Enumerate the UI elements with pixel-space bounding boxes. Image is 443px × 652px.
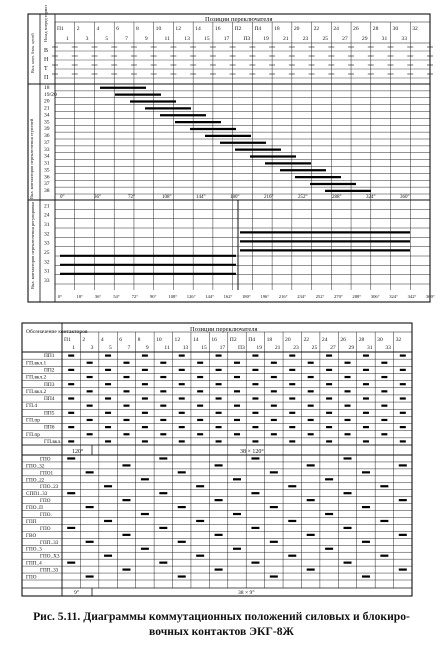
angle-label-a: 180°: [230, 195, 240, 200]
angle-right: 38 × 120°: [240, 449, 264, 455]
reg-row-label: 33: [44, 278, 50, 284]
position-label-bottom: 9: [145, 345, 149, 351]
angle-label-b: 270°: [334, 294, 343, 299]
reg-row-label: 33: [44, 240, 50, 247]
position-label-top: 6: [119, 337, 123, 343]
position-label-top: 26: [340, 337, 346, 343]
position-label-bottom: 27: [342, 36, 348, 42]
contact-row-label: ГПО..23: [40, 484, 59, 491]
position-label-bottom: 11: [164, 36, 170, 42]
position-label-bottom: 5: [105, 36, 109, 42]
position-label-bottom: 11: [164, 345, 170, 351]
position-label-top: 30: [377, 337, 383, 343]
contact-row-label: ПП6: [44, 424, 55, 431]
position-label-top: 32: [395, 337, 402, 343]
figure-caption-line1: Рис. 5.11. Диаграммы коммутационных положений силовых и блокиро-: [33, 610, 410, 623]
angle-label-b: 288°: [352, 294, 362, 299]
diagram-interlock-contacts: [22, 323, 412, 596]
angle-label-b: 216°: [278, 294, 288, 299]
position-label-top: 14: [192, 337, 199, 343]
angle-label-b: 36°: [94, 294, 102, 299]
position-label-bottom: 13: [184, 36, 190, 42]
position-label-top: П1: [57, 26, 64, 32]
angle-label-b: 90°: [150, 294, 157, 299]
direction-mark: Т: [44, 66, 48, 72]
angle-label-b: 162°: [223, 294, 233, 299]
angle-label-b: 360°: [426, 294, 435, 299]
angle-label-b: 324°: [389, 294, 398, 299]
angle-label-b: 144°: [205, 294, 214, 299]
step-row-label: 31: [44, 160, 50, 167]
angle-label-b: 196°: [260, 294, 270, 299]
position-label-bottom: 21: [274, 345, 281, 351]
position-label-bottom: 29: [361, 36, 368, 42]
contact-row-label: ГПП: [26, 518, 37, 525]
contact-row-label: ГПО1: [40, 470, 54, 477]
position-label-bottom: 13: [182, 345, 189, 351]
section-a-label: Вкл. контакторов переключения ступеней: [29, 118, 34, 199]
direction-mark: В: [44, 48, 49, 54]
contact-row-label: ГПП..4: [26, 560, 42, 567]
position-label-top: 6: [116, 26, 120, 32]
position-label-top: П2: [229, 337, 237, 343]
contact-row-label: ГП.вкл.: [44, 439, 62, 445]
header-col2: Назад вперед тормоз: [43, 4, 48, 42]
angle-label-a: 360°: [400, 195, 410, 200]
angle-label-a: 72°: [128, 195, 135, 200]
position-label-bottom: 7: [125, 36, 128, 42]
header-title: Позиции переключателя: [190, 326, 258, 333]
position-label-bottom: 19: [263, 36, 269, 42]
contact-row-label: СПП1..33: [26, 491, 48, 498]
angle-label-a: 36°: [94, 195, 101, 200]
position-label-top: 18: [266, 337, 273, 343]
position-label-bottom: 17: [219, 345, 226, 351]
contact-row-label: ГПО..3: [26, 546, 42, 553]
step-row-label: 35: [44, 167, 50, 174]
contact-row-label: ГПП..33: [40, 567, 59, 574]
angle-label-a: 288°: [332, 195, 342, 200]
position-label-bottom: 31: [381, 36, 388, 42]
angle-label-a: 324°: [366, 195, 376, 200]
position-label-bottom: 25: [322, 36, 329, 42]
figure-caption-line2: вочных контактов ЭКГ-8Ж: [149, 625, 294, 638]
step-row-label: 38: [44, 188, 50, 194]
position-label-bottom: 5: [109, 345, 112, 351]
angle-label-a: 108°: [162, 195, 172, 200]
step-row-label: 36: [44, 133, 50, 139]
position-label-top: 24: [321, 337, 328, 343]
position-label-bottom: 27: [330, 345, 336, 351]
angle-label-a: 252°: [298, 195, 308, 200]
contact-row-label: ГП.пр: [26, 417, 40, 424]
position-label-bottom: 33: [385, 345, 391, 351]
contact-row-label: ГП.пр: [26, 431, 40, 438]
direction-mark: Н: [44, 57, 49, 63]
angle-label-b: 126°: [186, 294, 196, 299]
reg-row-label: 32: [44, 231, 50, 238]
contact-row-label: ПП1: [44, 353, 55, 360]
position-label-bottom: 23: [293, 345, 299, 351]
step-row-label: 36: [44, 174, 50, 181]
position-label-bottom: 3: [90, 345, 94, 351]
step-row-label: 39: [44, 126, 50, 133]
angle-label-b: 234°: [297, 294, 306, 299]
position-label-bottom: 19: [256, 345, 263, 351]
step-row-label: 34: [44, 112, 50, 119]
position-label-top: 24: [333, 26, 339, 32]
contact-row-label: ПП2: [44, 367, 55, 374]
position-label-top: 16: [211, 337, 217, 343]
position-label-top: П1: [64, 337, 71, 343]
angle-label-b: 0°: [58, 294, 63, 299]
position-label-bottom: П3: [238, 345, 245, 351]
position-label-top: П4: [254, 26, 262, 32]
diagram1-frame: [28, 14, 430, 302]
contact-row-label: ГПО..32: [26, 463, 45, 470]
step-row-label: 20: [44, 98, 50, 105]
position-label-top: 30: [392, 26, 399, 32]
position-label-top: 12: [174, 337, 181, 343]
position-label-top: 8: [135, 26, 139, 32]
step-row-label: 34: [44, 153, 50, 160]
position-label-top: 22: [303, 337, 310, 343]
position-label-top: 20: [285, 337, 291, 343]
position-label-bottom: 33: [401, 36, 407, 42]
contact-row-label: ГПО: [40, 456, 51, 463]
header-title: Позиции переключателя: [205, 16, 273, 23]
contact-row-label: ГПО: [40, 498, 51, 505]
step-row-label: 19/20: [44, 91, 57, 98]
angle-left: 120°: [72, 449, 84, 455]
position-label-top: 32: [412, 26, 418, 32]
position-label-bottom: 21: [282, 36, 289, 42]
footer-right: 38 × 9°: [238, 590, 255, 596]
angle-label-a: 216°: [264, 195, 274, 200]
position-label-bottom: 7: [127, 345, 131, 351]
contact-row-label: ПП3: [44, 381, 55, 388]
reg-row-label: 25: [44, 250, 50, 256]
angle-label-a: 0°: [60, 195, 65, 200]
position-label-top: П4: [248, 337, 256, 343]
footer-left: 9°: [74, 590, 80, 596]
position-label-top: 26: [353, 26, 359, 32]
position-label-top: 20: [293, 26, 300, 32]
reg-row-label: 31: [44, 268, 50, 275]
angle-label-b: 306°: [370, 294, 380, 299]
position-label-bottom: 3: [85, 36, 89, 42]
contact-row-label: ГПО.: [40, 512, 52, 518]
position-label-bottom: 25: [311, 345, 318, 351]
reg-row-label: 21: [44, 203, 50, 210]
angle-label-b: 342°: [407, 294, 417, 299]
contact-row-label: ГПО..П: [26, 505, 43, 512]
position-label-top: 2: [82, 337, 86, 343]
position-label-bottom: 9: [144, 36, 148, 42]
position-label-top: 2: [76, 26, 80, 32]
angle-label-b: 72°: [131, 294, 139, 299]
position-label-top: 28: [372, 26, 379, 32]
contact-row-label: ГП.вкл.2: [26, 388, 47, 395]
position-label-bottom: 29: [348, 345, 355, 351]
angle-label-b: 252°: [315, 294, 325, 299]
position-label-top: 14: [195, 26, 201, 32]
contact-row-label: ПП4: [44, 396, 55, 403]
step-row-label: 37: [44, 181, 50, 188]
contact-row-label: ГВО: [26, 532, 37, 539]
step-row-label: 37: [44, 139, 50, 146]
contact-row-label: ГП.4: [26, 403, 38, 410]
position-label-top: 18: [274, 26, 280, 32]
reg-row-label: 31: [44, 222, 50, 228]
reg-row-label: 32: [44, 259, 50, 266]
reg-row-label: 24: [44, 212, 50, 219]
step-row-label: 18: [44, 84, 50, 91]
position-label-top: 4: [96, 26, 100, 32]
contact-row-label: ГП.вкл.1: [26, 360, 47, 367]
position-label-bottom: 23: [302, 36, 309, 42]
step-row-label: 35: [44, 119, 50, 126]
position-label-bottom: 15: [204, 36, 210, 42]
position-label-top: 4: [100, 337, 104, 343]
position-label-top: 16: [214, 26, 221, 32]
position-label-top: П2: [234, 26, 242, 32]
position-label-bottom: П3: [243, 36, 251, 42]
angle-label-b: 180°: [242, 294, 251, 299]
contact-row-label: ГПП..33: [40, 539, 59, 546]
contact-row-label: ГПО..22: [26, 477, 45, 484]
position-label-top: 10: [156, 337, 162, 343]
contact-row-label: ГПО..X3: [40, 553, 60, 560]
step-row-label: 21: [44, 105, 50, 112]
angle-label-b: 18°: [76, 294, 83, 299]
contact-row-label: ГПО: [26, 574, 37, 581]
step-row-label: 33: [44, 146, 50, 153]
position-label-bottom: 31: [366, 345, 373, 351]
position-label-top: 12: [175, 26, 182, 32]
position-label-bottom: 15: [201, 345, 207, 351]
position-label-top: 8: [137, 337, 141, 343]
position-label-bottom: 1: [72, 345, 76, 351]
angle-label-b: 54°: [113, 294, 120, 299]
position-label-bottom: 17: [223, 36, 230, 42]
diagram-power-contacts: [28, 5, 435, 302]
position-label-top: 28: [358, 337, 365, 343]
position-label-bottom: 1: [65, 36, 69, 42]
position-label-top: 10: [155, 26, 162, 32]
contact-row-label: ПП5: [44, 410, 55, 417]
position-label-top: 22: [313, 26, 320, 32]
contact-row-label: ГПО: [40, 525, 51, 532]
header-col1: Вкл. конт. блок. цепей: [30, 33, 35, 73]
angle-label-a: 144°: [196, 195, 206, 200]
header-col1: Обозначение контакторов: [26, 329, 88, 335]
contact-row-label: ГП.вкл.2: [26, 374, 47, 381]
direction-mark: П: [44, 75, 49, 81]
section-b-label: Вкл. контакторов переключения регулировки: [30, 202, 35, 289]
angle-label-b: 108°: [168, 294, 178, 299]
